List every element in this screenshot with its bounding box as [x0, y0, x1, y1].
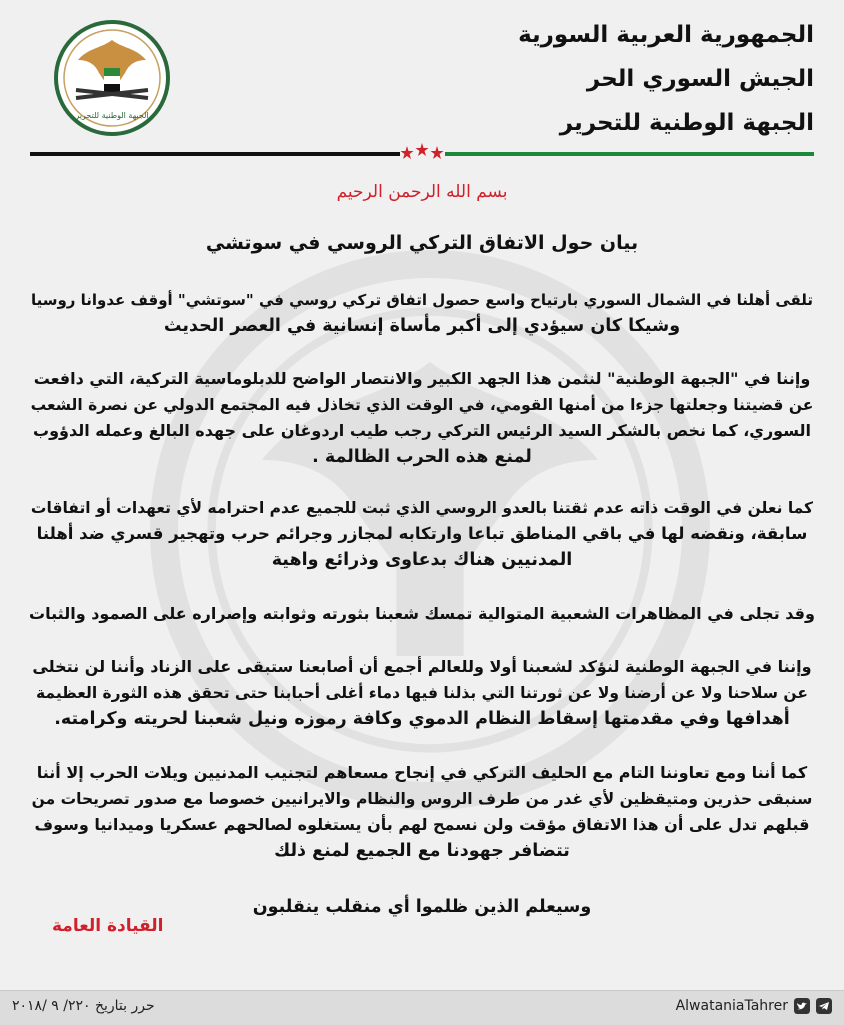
header-rule-green: [445, 152, 814, 156]
paragraph-line: وإننا في الجبهة الوطنية لنؤكد لشعبنا أولا وللعالم أجمع أن أصابعنا ستبقى على الزناد وأننا لن نتخلى: [32, 657, 812, 676]
paragraph-6: [28, 760, 816, 864]
header-rule-black: [30, 152, 400, 156]
paragraph-line: سنبقى حذرين ومتيقظين لأي غدر من طرف الروس والنظام والايرانيين خصوصا مع صدور تصريحات من: [31, 790, 813, 808]
twitter-icon[interactable]: [794, 998, 810, 1014]
header-country: الجمهورية العربية السورية: [518, 22, 814, 48]
logo-emblem: [52, 18, 172, 138]
paragraph-4: [28, 601, 816, 627]
three-stars-icon: [400, 142, 445, 162]
footer-bar: [0, 990, 844, 1025]
paragraph-line: وسيعلم الذين ظلموا أي منقلب ينقلبون: [252, 897, 592, 917]
paragraph-line: عن سلاحنا ولا عن أرضنا ولا عن ثورتنا التي بذلنا فيها دماء أغلى أحبابنا حتى تحقق هذه الثورة العظيمة: [36, 684, 808, 702]
paragraph-3: [28, 495, 816, 573]
paragraph-line: تلقى أهلنا في الشمال السوري بارتياح واسع حصول اتفاق تركي روسي في "سوتشي" أوقف عدوانا روسيا: [30, 291, 814, 309]
social-handle[interactable]: [676, 998, 832, 1014]
paragraph-line: كما نعلن في الوقت ذاته عدم ثقتنا بالعدو الروسي الذي ثبت للجميع عدم احترامه لأي تعهدات أو اتفاقات: [30, 499, 814, 517]
paragraph-5: [28, 654, 816, 732]
paragraph-line: أهدافها وفي مقدمتها إسقاط النظام الدموي وكافة رموزه ونيل شعبنا لحريته وكرامته.: [54, 709, 790, 729]
paragraph-1: [28, 287, 816, 339]
header-front: الجبهة الوطنية للتحرير: [559, 110, 814, 136]
paragraph-line: وإننا في "الجبهة الوطنية" لنثمن هذا الجهد الكبير والانتصار الواضح للدبلوماسية التركية، التي دافعت: [33, 369, 811, 388]
logo-caption: الجبهة الوطنية للتحرير: [75, 111, 149, 120]
paragraph-line: قبلهم تدل على أن هذا الاتفاق مؤقت ولن نسمح لهم بأن يستغلوه لصالحهم عسكريا وميدانيا وسوف: [34, 815, 810, 834]
basmala: بسم الله الرحمن الرحيم: [336, 182, 508, 202]
paragraph-line: لمنع هذه الحرب الظالمة .: [312, 447, 532, 467]
telegram-icon[interactable]: [816, 998, 832, 1014]
footer-date: حرر بتاريخ ٢٢٠/ ٩ /٢٠١٨: [12, 998, 155, 1014]
paragraph-line: المدنيين هناك بدعاوى وذرائع واهية: [271, 550, 573, 570]
paragraph-line: وقد تجلى في المظاهرات الشعبية المتوالية تمسك شعبنا بثورته وثوابته وإصراره على الصمود والثبات: [29, 604, 815, 623]
paragraph-line: سابقة، ونقضه لها في باقي المناطق تباعا وارتكابه لمجازر وجرائم حرب وتهجير قسري ضد أهلنا: [36, 524, 808, 543]
header-army: الجيش السوري الحر: [586, 66, 814, 92]
paragraph-line: وشيكا كان سيؤدي إلى أكبر مأساة إنسانية في العصر الحديث: [163, 316, 681, 336]
statement-title: بيان حول الاتفاق التركي الروسي في سوتشي: [205, 232, 639, 254]
signature-general-command: القيادة العامة: [52, 916, 164, 936]
paragraph-2: [28, 366, 816, 470]
paragraph-line: عن قضيتنا وجعلتها جزءا من أمنها القومي، في الوقت الذي تخاذل فيه المجتمع الدولي عن نصرة الشعب: [30, 396, 814, 414]
paragraph-line: السوري، كما نخص بالشكر السيد الرئيس التركي رجب طيب اردوغان على جهده البالغ وعمله الدؤوب: [33, 421, 811, 440]
paragraph-line: كما أننا ومع تعاوننا التام مع الحليف التركي في إنجاح مسعاهم لتجنيب المدنيين ويلات الحرب إلا أننا: [36, 763, 808, 782]
handle-text: AlwataniaTahrer: [675, 998, 788, 1014]
paragraph-line: تتضافر جهودنا مع الجميع لمنع ذلك: [274, 841, 570, 861]
